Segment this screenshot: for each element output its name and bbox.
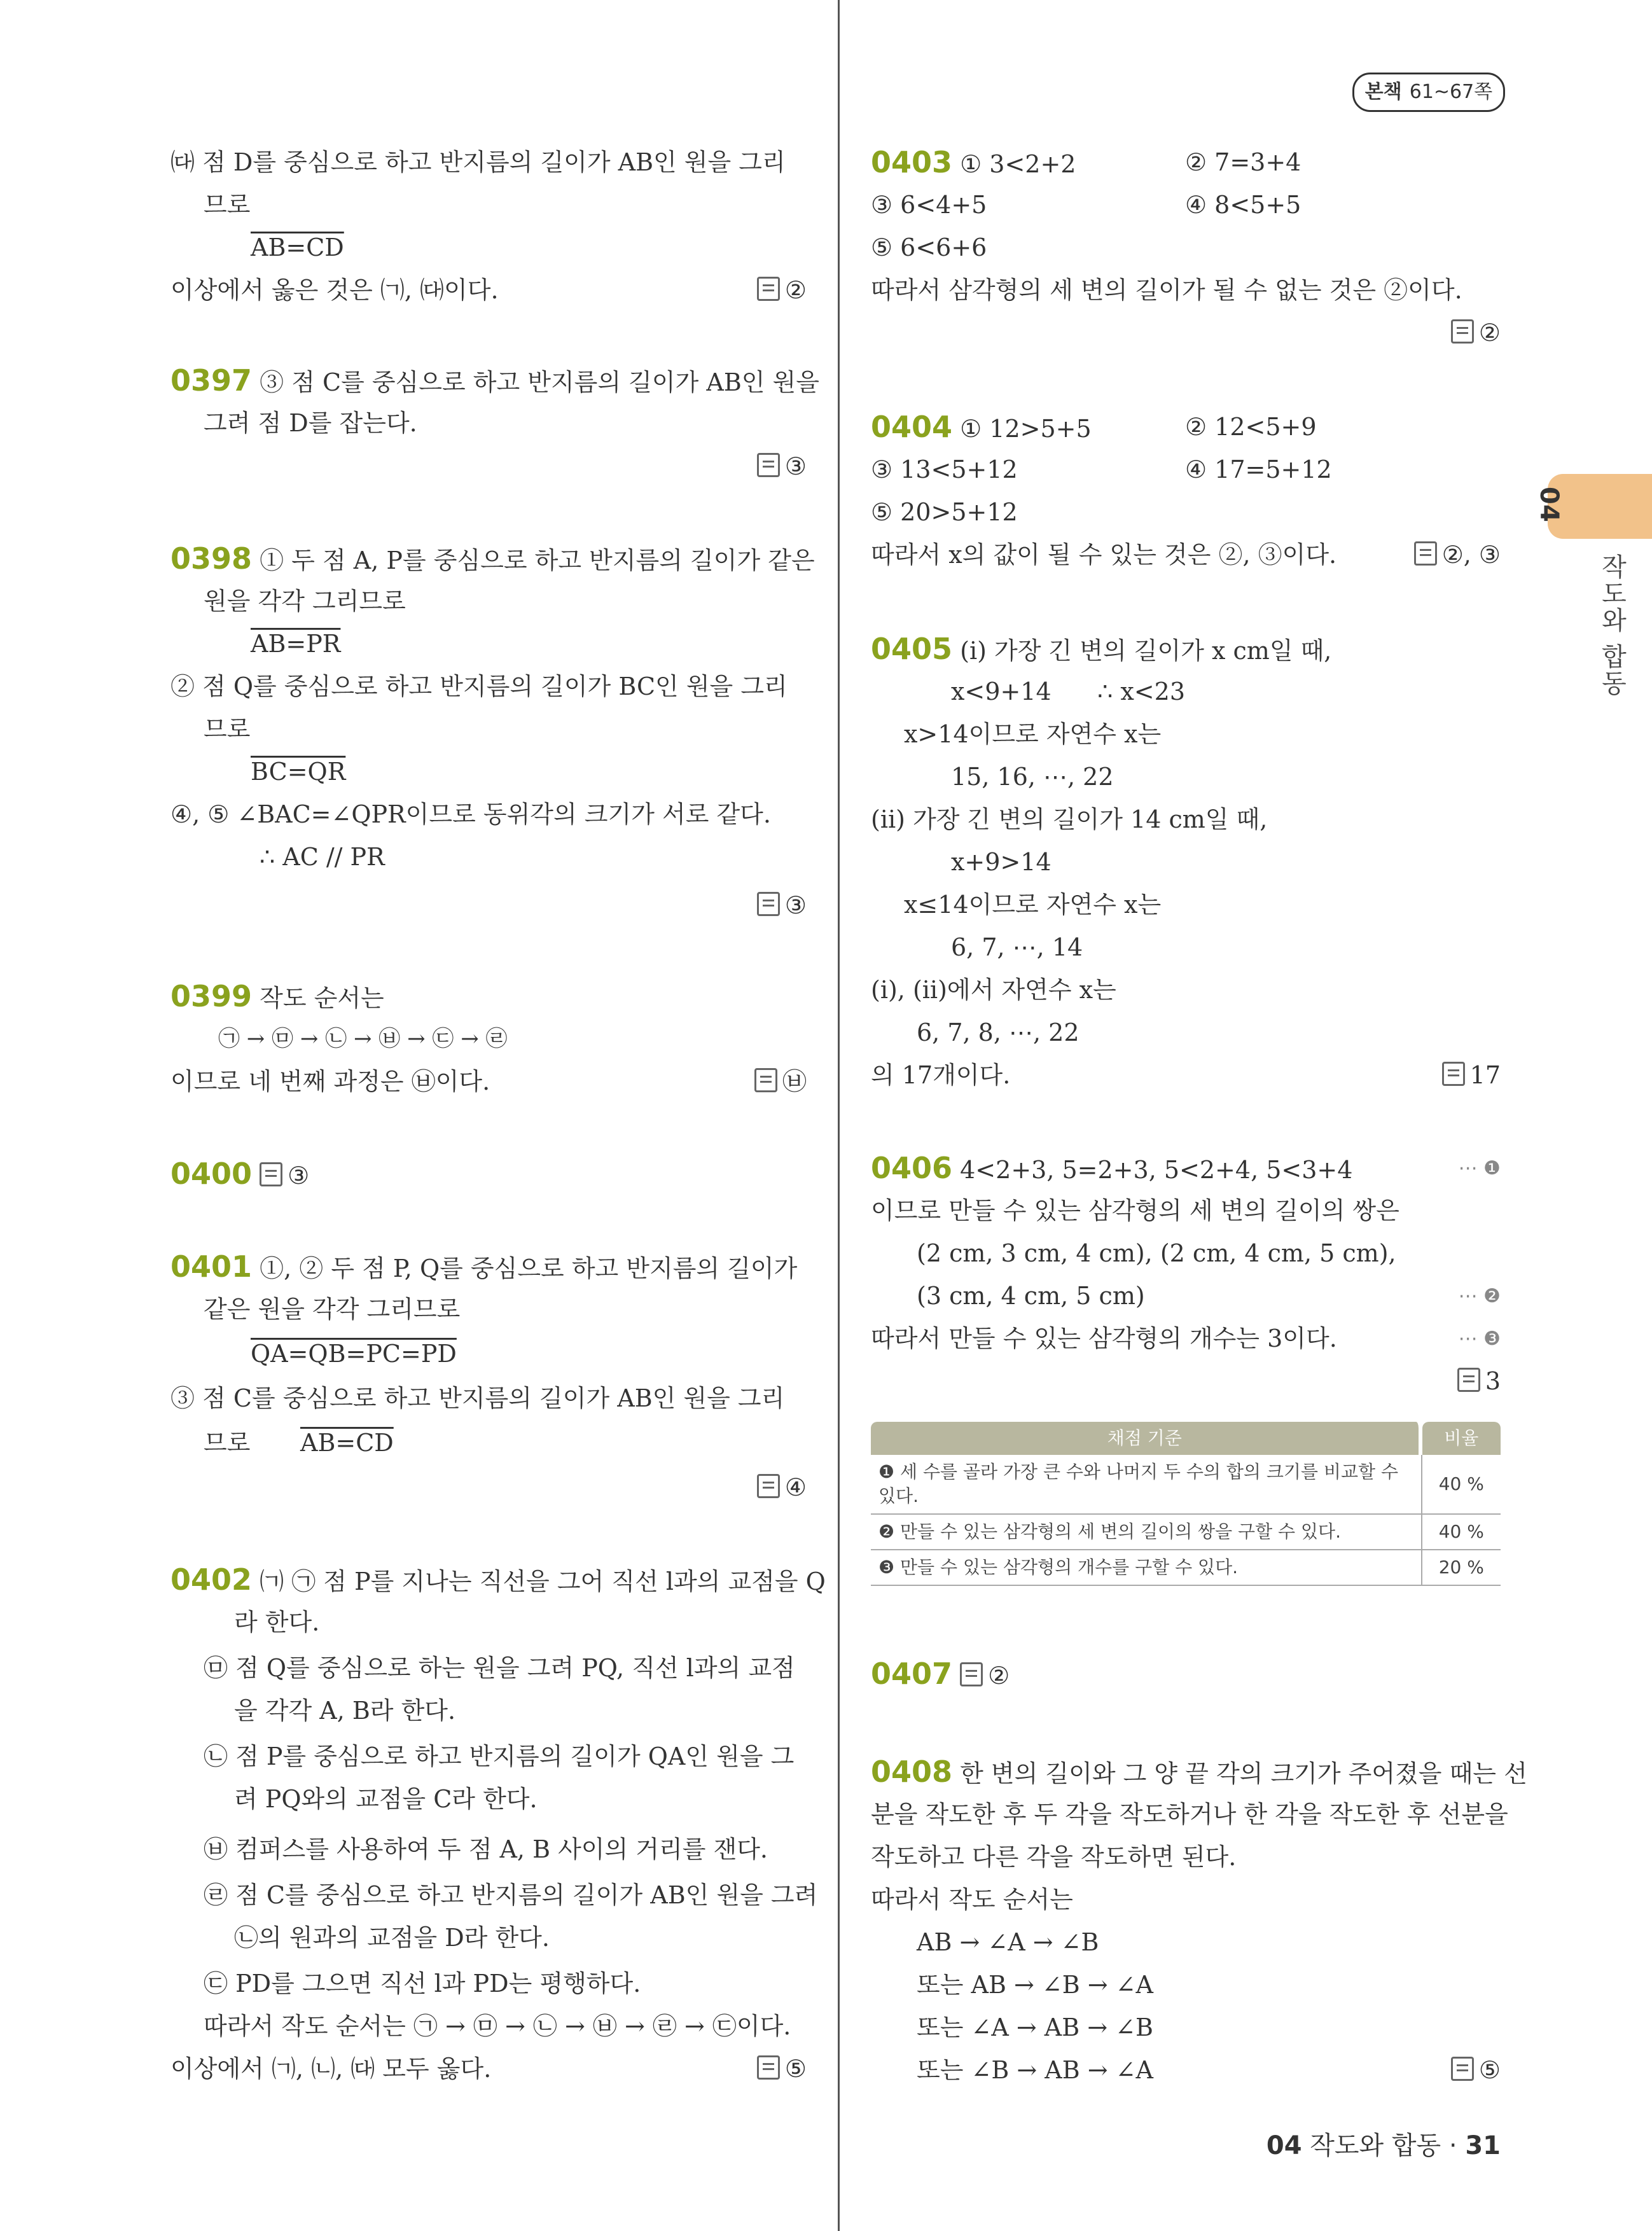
solution-line: 이므로 네 번째 과정은 ㉥이다.	[170, 1067, 490, 1095]
option-text: ④ 8<5+5	[1185, 191, 1301, 219]
math-equation: 6, 7, ⋯, 14	[951, 933, 1083, 961]
solution-line: 므로	[204, 1429, 251, 1457]
solution-line: ② 점 Q를 중심으로 하고 반지름의 길이가 BC인 원을 그리	[170, 672, 788, 700]
problem-number: 0404	[871, 410, 953, 444]
option-text: ① 12>5+5	[960, 415, 1092, 443]
footer-separator: ·	[1448, 2131, 1457, 2160]
scoring-rubric-table	[871, 1422, 1501, 1586]
answer-mark	[1414, 534, 1501, 576]
table-row	[871, 1550, 1501, 1586]
solution-line: ㉡의 원과의 교점을 D라 한다.	[234, 1924, 550, 1952]
answer-icon	[1414, 541, 1437, 566]
option-text: ② 12<5+9	[1185, 413, 1317, 441]
answer-value: ③	[784, 452, 807, 480]
solution-line: 분을 작도한 후 두 각을 작도하거나 한 각을 작도한 후 선분을	[871, 1800, 1508, 1828]
answer-value: 3	[1485, 1367, 1501, 1395]
problem-number: 0402	[170, 1562, 253, 1597]
solution-line: ④, ⑤ ∠BAC=∠QPR이므로 동위각의 크기가 서로 같다.	[170, 800, 771, 828]
problem-number: 0407	[871, 1657, 953, 1691]
problem-number: 0398	[170, 541, 253, 576]
solution-line: 려 PQ와의 교점을 C라 한다.	[234, 1785, 538, 1813]
answer-value: ②	[784, 276, 807, 304]
problem-number: 0399	[170, 979, 253, 1013]
option-text: ⑤ 20>5+12	[871, 498, 1018, 526]
solution-line: x>14이므로 자연수 x는	[904, 720, 1162, 748]
math-equation: 또는 ∠B → AB → ∠A	[917, 2056, 1153, 2084]
option-text: ④ 17=5+12	[1185, 455, 1332, 483]
page-number: 31	[1465, 2131, 1501, 2160]
table-row	[871, 1515, 1501, 1550]
math-equation: 15, 16, ⋯, 22	[951, 763, 1114, 791]
solution-line: x≤14이므로 자연수 x는	[904, 891, 1162, 919]
solution-line: ㉡ 점 P를 중심으로 하고 반지름의 길이가 QA인 원을 그	[204, 1742, 795, 1770]
option-text: ① 3<2+2	[960, 150, 1076, 178]
answer-icon	[757, 892, 780, 916]
answer-icon	[1442, 1062, 1465, 1086]
solution-line: 의 17개이다.	[871, 1061, 1011, 1089]
rubric-header-criteria: 채점 기준	[871, 1422, 1422, 1455]
solution-line: ㈀ ㉠ 점 P를 지나는 직선을 그어 직선 l과의 교점을 Q	[260, 1567, 826, 1595]
math-equation: AB=PR	[251, 630, 341, 658]
scoring-step-marker: ⋯ ❷	[1458, 1285, 1501, 1307]
answer-icon	[754, 1068, 777, 1092]
answer-mark	[757, 1466, 807, 1509]
problem-number: 0400	[170, 1157, 253, 1191]
math-equation: AB=CD	[300, 1429, 394, 1457]
answer-icon	[260, 1162, 282, 1186]
rubric-ratio: 20 %	[1422, 1550, 1501, 1586]
answer-mark	[1457, 1360, 1501, 1403]
answer-mark	[757, 2048, 807, 2090]
solution-line: ③ 점 C를 중심으로 하고 반지름의 길이가 AB인 원을	[260, 368, 819, 396]
rubric-ratio: 40 %	[1422, 1515, 1501, 1550]
answer-icon	[757, 453, 780, 477]
math-equation: AB=CD	[251, 233, 344, 261]
scoring-step-marker: ⋯ ❶	[1458, 1157, 1501, 1179]
solution-line: ①, ② 두 점 P, Q를 중심으로 하고 반지름의 길이가	[260, 1255, 798, 1282]
solution-line: ㉠ → ㉤ → ㉡ → ㉥ → ㉢ → ㉣	[218, 1026, 508, 1052]
math-equation: ∴ AC // PR	[260, 843, 385, 871]
answer-icon	[757, 2055, 780, 2080]
math-equation: (3 cm, 4 cm, 5 cm)	[917, 1282, 1145, 1310]
solution-line: 라 한다.	[234, 1608, 320, 1636]
solution-line: 따라서 만들 수 있는 삼각형의 개수는 3이다.	[871, 1324, 1337, 1352]
problem-number: 0406	[871, 1151, 953, 1185]
rubric-header-ratio: 비율	[1422, 1422, 1501, 1455]
solution-line: (ⅰ), (ⅱ)에서 자연수 x는	[871, 976, 1116, 1004]
solution-line: (ⅰ) 가장 긴 변의 길이가 x cm일 때,	[960, 637, 1332, 665]
chapter-tab-title: 작도와 합동	[1597, 553, 1627, 697]
answer-value: ②, ③	[1441, 541, 1501, 569]
solution-line: 같은 원을 각각 그리므로	[204, 1295, 461, 1323]
math-equation: BC=QR	[251, 758, 346, 786]
scoring-step-marker: ⋯ ❸	[1458, 1328, 1501, 1350]
rubric-criteria: ❸ 만들 수 있는 삼각형의 개수를 구할 수 있다.	[871, 1550, 1422, 1586]
option-text: ③ 13<5+12	[871, 455, 1018, 483]
answer-value: ②	[1478, 319, 1501, 347]
answer-mark	[1442, 1054, 1501, 1097]
solution-line: 이상에서 옳은 것은 ㈀, ㈐이다.	[170, 276, 499, 304]
solution-line: ㉢ PD를 그으면 직선 l과 PD는 평행하다.	[204, 1970, 641, 1998]
math-equation: x+9>14	[951, 848, 1052, 876]
solution-line: 을 각각 A, B라 한다.	[234, 1697, 456, 1725]
footer-chapter-title: 작도와 합동	[1310, 2131, 1441, 2160]
solution-line: 이상에서 ㈀, ㈁, ㈐ 모두 옳다.	[170, 2055, 492, 2083]
solution-line: ③ 점 C를 중심으로 하고 반지름의 길이가 AB인 원을 그리	[170, 1384, 785, 1412]
rubric-criteria: ❶ 세 수를 골라 가장 큰 수와 나머지 두 수의 합의 크기를 비교할 수 있다.	[871, 1455, 1422, 1515]
rubric-criteria: ❷ 만들 수 있는 삼각형의 세 변의 길이의 쌍을 구할 수 있다.	[871, 1515, 1422, 1550]
solution-line: 이므로 만들 수 있는 삼각형의 세 변의 길이의 쌍은	[871, 1197, 1399, 1225]
math-equation: x<9+14 ∴ x<23	[951, 678, 1185, 705]
answer-value: ㉥	[782, 1067, 807, 1095]
answer-icon	[1451, 2057, 1474, 2081]
problem-number: 0401	[170, 1249, 253, 1284]
math-equation: 6, 7, 8, ⋯, 22	[917, 1018, 1079, 1046]
answer-mark	[1451, 2049, 1501, 2092]
answer-mark	[757, 445, 807, 488]
solution-line: 므로	[204, 715, 251, 743]
problem-number: 0405	[871, 632, 953, 666]
solution-line: 따라서 작도 순서는 ㉠ → ㉤ → ㉡ → ㉥ → ㉣ → ㉢이다.	[204, 2012, 791, 2040]
answer-icon	[960, 1662, 983, 1686]
solution-line: ㉣ 점 C를 중심으로 하고 반지름의 길이가 AB인 원을 그려	[204, 1881, 818, 1909]
solution-line: 따라서 x의 값이 될 수 있는 것은 ②, ③이다.	[871, 541, 1337, 569]
math-equation: QA=QB=PC=PD	[251, 1340, 457, 1368]
answer-icon	[757, 1474, 780, 1498]
option-text: ② 7=3+4	[1185, 148, 1301, 176]
answer-value: ②	[988, 1662, 1010, 1690]
answer-value: ③	[288, 1162, 310, 1190]
reference-label: 본책	[1364, 81, 1402, 103]
page-reference-badge	[1352, 73, 1505, 112]
math-equation: 4<2+3, 5=2+3, 5<2+4, 5<3+4	[960, 1156, 1353, 1184]
answer-value: ⑤	[1478, 2056, 1501, 2084]
footer-chapter-number: 04	[1266, 2131, 1302, 2160]
solution-line: 한 변의 길이와 그 양 끝 각의 크기가 주어졌을 때는 선	[960, 1760, 1527, 1788]
math-equation: 또는 ∠A → AB → ∠B	[917, 2013, 1153, 2041]
answer-mark	[757, 884, 807, 927]
math-equation: AB → ∠A → ∠B	[917, 1928, 1099, 1956]
solution-line: 따라서 삼각형의 세 변의 길이가 될 수 없는 것은 ②이다.	[871, 276, 1462, 304]
solution-line: ① 두 점 A, P를 중심으로 하고 반지름의 길이가 같은	[260, 546, 815, 574]
table-row	[871, 1455, 1501, 1515]
reference-pages: 61~67쪽	[1409, 81, 1493, 103]
solution-line: (ⅱ) 가장 긴 변의 길이가 14 cm일 때,	[871, 805, 1268, 833]
solution-line: 작도 순서는	[260, 984, 384, 1012]
solution-line: ㉥ 컴퍼스를 사용하여 두 점 A, B 사이의 거리를 잰다.	[204, 1835, 768, 1863]
math-equation: 또는 AB → ∠B → ∠A	[917, 1971, 1153, 1999]
math-equation: (2 cm, 3 cm, 4 cm), (2 cm, 4 cm, 5 cm),	[917, 1239, 1396, 1267]
rubric-ratio: 40 %	[1422, 1455, 1501, 1515]
solution-line: 그려 점 D를 잡는다.	[204, 409, 417, 437]
solution-line: ㈐ 점 D를 중심으로 하고 반지름의 길이가 AB인 원을 그리	[170, 148, 786, 176]
solution-line: 므로	[204, 191, 251, 219]
answer-value: 17	[1469, 1061, 1501, 1089]
solution-line: 원을 각각 그리므로	[204, 587, 406, 615]
answer-icon	[757, 277, 780, 301]
chapter-tab-number: 04	[1534, 487, 1564, 522]
answer-mark	[1451, 312, 1501, 354]
column-divider	[838, 0, 840, 2231]
answer-icon	[1457, 1368, 1480, 1392]
solution-line: 따라서 작도 순서는	[871, 1886, 1073, 1914]
option-text: ⑤ 6<6+6	[871, 233, 987, 261]
problem-number: 0403	[871, 145, 953, 179]
answer-value: ③	[784, 891, 807, 919]
problem-number: 0408	[871, 1755, 953, 1789]
answer-mark	[757, 269, 807, 312]
problem-number: 0397	[170, 363, 253, 398]
page-footer	[1267, 2125, 1501, 2167]
answer-icon	[1451, 319, 1474, 344]
solution-line: 작도하고 다른 각을 작도하면 된다.	[871, 1843, 1237, 1871]
solution-line: ㉤ 점 Q를 중심으로 하는 원을 그려 PQ, 직선 l과의 교점	[204, 1654, 795, 1682]
option-text: ③ 6<4+5	[871, 191, 987, 219]
answer-value: ④	[784, 1473, 807, 1501]
answer-value: ⑤	[784, 2055, 807, 2083]
answer-mark	[754, 1060, 807, 1103]
